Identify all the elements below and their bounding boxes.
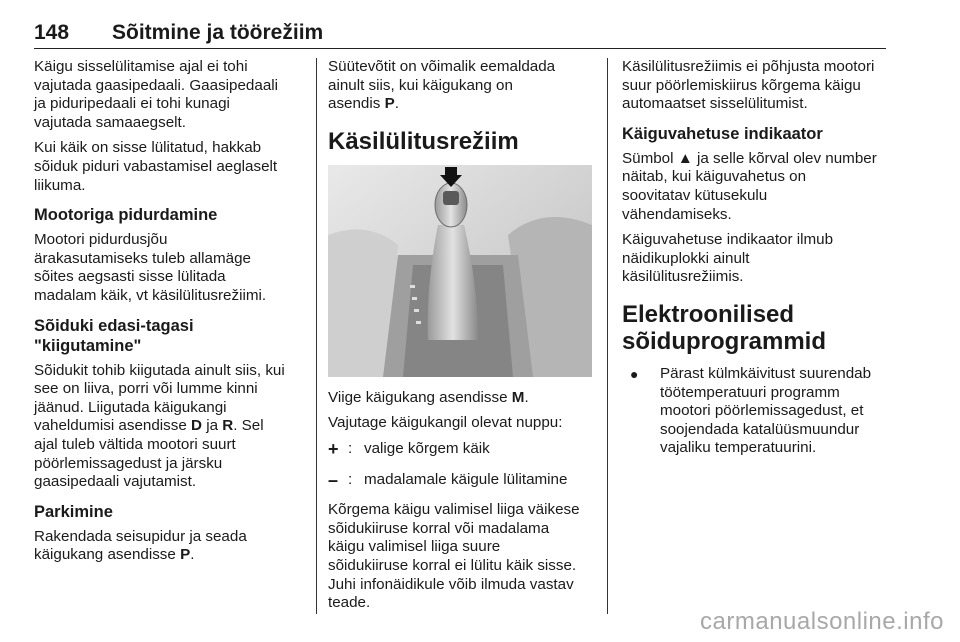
- watermark: carmanualsonline.info: [700, 608, 944, 635]
- paragraph: Kui käik on sisse lülitatud, hakkab sõiduk piduri vabastamisel aeglaselt liikuma.: [34, 139, 278, 194]
- list-item: [622, 365, 892, 458]
- page-header: [34, 18, 886, 49]
- page-number: 148: [34, 21, 70, 44]
- paragraph: Sõidukit tohib kiigutada ainult siis, kui see on liiva, porri või lumme kinni jäänud. Liigutada käigukangi vaheldumisi asendisse D ja R. Sel ajal tuleb vältida mootori suurt pöörlemissagedust ja järsku gaasipedaali vajutamist.: [34, 361, 285, 491]
- column-right: [622, 58, 892, 458]
- paragraph: Viige käigukang asendisse M.: [328, 388, 529, 406]
- up-triangle-icon: ▲: [677, 149, 693, 167]
- page-title: Sõitmine ja töörežiim: [112, 21, 324, 44]
- heading-rocking: Sõiduki edasi-tagasi "kiigutamine": [34, 316, 194, 355]
- paragraph: Käigu sisselülitamise ajal ei tohi vajutada gaasipedaali. Gaasipedaali ja piduripedaali ei tohi kunagi vajutada samaaegselt.: [34, 58, 279, 131]
- plus-icon: +: [328, 438, 339, 459]
- column-divider: [316, 58, 317, 614]
- paragraph: Mootori pidurdusjõu ärakasutamiseks tuleb allamäge sõites aegsasti sisse lülitada madalam käik, vt käsilülitusrežiimi.: [34, 231, 267, 304]
- bullet-text: Pärast külmkäivitust suurendab töötemperatuuri programm mootori pöörlemissagedust, et soojendada katalüüsmuundur vajaliku temperatuurini.: [660, 364, 872, 457]
- separator: :: [348, 439, 353, 457]
- bullet-icon: ●: [630, 365, 639, 382]
- heading-electronic-programs: Elektroonilised sõiduprogrammid: [622, 300, 827, 355]
- gear-lever-illustration: [328, 165, 592, 377]
- paragraph: Kõrgema käigu valimisel liiga väikese sõidukiiruse korral või madalama käigu valimisel liiga suure sõidukiiruse korral ei lülitu käik sisse. Juhi infonäidikule võib ilmuda vastav teade.: [328, 501, 580, 612]
- minus-key-row: [328, 471, 592, 490]
- paragraph: Rakendada seisupidur ja seada käigukang asendisse P.: [34, 527, 247, 564]
- plus-key-row: [328, 440, 592, 459]
- paragraph: Süütevõtit on võimalik eemaldada ainult siis, kui käigukang on asendis P.: [328, 58, 556, 113]
- heading-manual-mode: Käsilülitusrežiim: [328, 127, 519, 155]
- minus-icon: –: [328, 469, 339, 490]
- paragraph: Sümbol ▲ ja selle kõrval olev number näitab, kui käiguvahetus on soovitatav kütusekulu vähendamiseks.: [622, 149, 877, 223]
- column-left: [34, 58, 306, 572]
- column-divider: [607, 58, 608, 614]
- paragraph: Käiguvahetuse indikaator ilmub näidikuplokki ainult käsilülitusrežiimis.: [622, 231, 834, 286]
- column-middle: [328, 58, 592, 620]
- separator: :: [348, 470, 353, 488]
- heading-shift-indicator: Käiguvahetuse indikaator: [622, 124, 823, 143]
- paragraph: Käsilülitusrežiimis ei põhjusta mootori suur pöörlemiskiirus kõrgema käigu automaatset sisselülitumist.: [622, 58, 875, 113]
- plus-key-text: valige kõrgem käik: [364, 439, 490, 457]
- paragraph: Vajutage käigukangil olevat nuppu:: [328, 414, 563, 432]
- heading-parking: Parkimine: [34, 502, 113, 521]
- gear-lever-photo: [328, 165, 592, 377]
- minus-key-text: madalamale käigule lülitamine: [364, 470, 568, 488]
- heading-engine-braking: Mootoriga pidurdamine: [34, 206, 218, 225]
